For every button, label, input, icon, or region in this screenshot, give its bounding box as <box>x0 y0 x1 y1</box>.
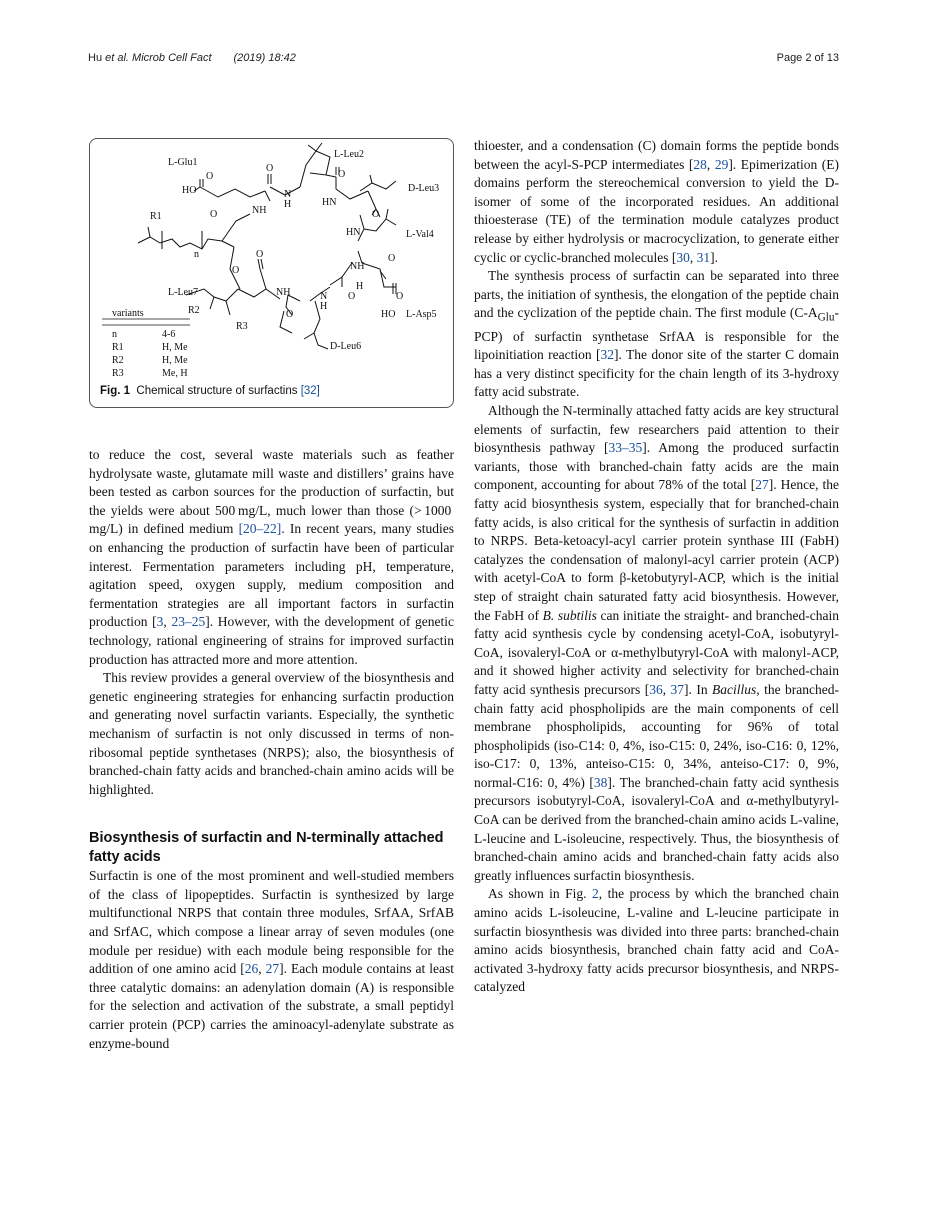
residue-leu3: D-Leu3 <box>408 183 440 194</box>
citation-link[interactable]: 26 <box>244 961 259 977</box>
paragraph: Although the N-terminally attached fatty acids are key structural elements of surfactin, few researchers paid attention to their biosynthesis pathway [33–35]. Among the produced surfactin variants, those with branched-chain fatty acids are the main component, accounting for about 78% of the total [27]. Hence, the fatty acid biosynthesis system, especially that for branched-chain fatty acids, is also critical for the synthesis of surfactin in addition to NRPS. Beta-ketoacyl-acyl carrier protein synthase III (FabH) catalyzes the condensation of malonyl-acyl carrier protein (ACP) with acetyl-CoA to form β-ketobutyryl-ACP, which is the initial step of straight chain saturated fatty acid biosynthesis. However, the FabH of B. subtilis can initiate the straight- and branched-chain fatty acid synthesis cycle by condensing acetyl-CoA, isobutyryl-CoA, isovaleryl-CoA or α-methylbutyryl-CoA with malonyl-ACP, and it showed higher activity and selectivity for branched-chain fatty acid synthesis precursors [36, 37]. In Bacillus, the branched-chain fatty acid phospholipids are the main components of cell membrane phospholipids, accounting for 96% of total phospholipids (iso-C14: 0, 4%, iso-C15: 0, 24%, iso-C16: 0, 12%, iso-C17: 0, 13%, anteiso-C15: 0, 34%, anteiso-C17: 0, 9%, normal-C16: 0, 4%) [38]. The branched-chain fatty acid synthesis precursors isobutyryl-CoA, isovaleryl-CoA and α-methylbutyryl-CoA can be derived from the branched-chain amino acids L-valine, L-leucine and L-isoleucine, respectively. Thus, the biosynthesis of branched-chain amino acids and branched-chain fatty acids also greatly influences surfactin biosynthesis. <box>474 403 840 883</box>
variant-row-value: H, Me <box>162 342 188 353</box>
variants-header: variants <box>112 308 144 319</box>
atom-nh: NH <box>276 287 291 298</box>
paragraph: thioester, and a condensation (C) domain forms the peptide bonds between the acyl-S-PCP intermediates [28, 29]. Epimerization (E) domains perform the stereochemical conversion to yield the D-isomer of some of the incorporated residues. An additional thioesterase (TE) of the termination module catalyzes product release by either hydrolysis or macrocyclization, to generate either cyclic or cyclic-branched molecules [30, 31]. <box>474 138 839 265</box>
section-title: Biosynthesis of surfactin and N-terminally attached fatty acids <box>89 830 444 866</box>
citation-link[interactable]: 3 <box>156 614 164 630</box>
atom-o: O <box>388 253 396 264</box>
paragraph: to reduce the cost, several waste materials such as feather hydrolysate waste, glutamate mill waste and distillers’ grains have been tested as carbon sources for the production of surfactin, but the yields were about 500 mg/L, much lower than those (> 1000 mg/L) in defined medium [20–22]. In recent years, many studies on enhancing the production of surfactin have been of particular interest. Fermentation parameters including pH, temperature, agitation speed, oxygen supply, medium composition and fermentation strategies are all important factors in surfactin production [3, 23–25]. However, with the development of genetic technology, rational engineering of strains for improved surfactin production has attracted more and more attention. <box>89 447 454 667</box>
figure-1 <box>89 138 454 408</box>
atom-o: O <box>210 209 218 220</box>
running-header-left <box>88 52 296 64</box>
citation-link[interactable]: 31 <box>696 249 711 265</box>
left-column <box>89 446 454 1053</box>
atom-o: O <box>338 169 346 180</box>
atom-h: H <box>284 199 292 210</box>
variant-row-value: Me, H <box>162 368 188 379</box>
citation-link[interactable]: 30 <box>676 249 690 265</box>
citation-link[interactable]: 32 <box>600 347 615 363</box>
citation-link[interactable]: [20–22] <box>238 521 282 537</box>
atom-h: H <box>320 301 328 312</box>
residue-leu6: D-Leu6 <box>330 341 362 352</box>
page-number: Page 2 of 13 <box>776 52 839 64</box>
caption-text: Chemical structure of surfactins <box>136 385 301 397</box>
figure-caption <box>100 385 320 397</box>
atom-hn: HN <box>322 197 337 208</box>
atom-ho-asp: HO <box>381 309 396 320</box>
paragraph: This review provides a general overview of the biosynthesis and genetic engineering strategies for enhancing surfactin production and generating novel surfactin variants. Especially, the synthetic mechanism of surfactin is not only discussed in terms of non-ribosomal peptide synthetases (NRPS); also, the biosynthesis of branched-chain fatty acids and branched-chain amino acids will be highlighted. <box>89 670 454 797</box>
citation-link[interactable]: 23–25 <box>171 614 206 630</box>
variant-row-name: n <box>112 329 117 340</box>
citation-link[interactable]: 27 <box>755 477 769 493</box>
caption-citation-link[interactable]: [32] <box>300 385 320 397</box>
variant-row-name: R1 <box>112 342 124 353</box>
atom-ho: HO <box>182 185 197 196</box>
citation-link[interactable]: 27 <box>265 961 280 977</box>
header-year: (2019) 18:42 <box>233 52 296 64</box>
header-journal: Microb Cell Fact <box>128 52 212 64</box>
atom-o: O <box>396 291 404 302</box>
variant-row-value: 4-6 <box>162 329 176 340</box>
atom-o: O <box>286 309 294 320</box>
variant-row-name: R2 <box>112 355 124 366</box>
atom-r1: R1 <box>150 211 162 222</box>
paragraph: The synthesis process of surfactin can be separated into three parts, the initiation of synthesis, the elongation of the peptide chain and the cyclization of the peptide chain. The first module $(C-A_{Glu}-PCP)$ of surfactin synthetase SrfAA is responsible for the lipoinitiation reaction [32]. The donor site of the starter C domain has a very distinct specificity for the chain length of its 3-hydroxy fatty acid substrate. <box>474 268 840 400</box>
atom-nh: NH <box>252 205 267 216</box>
citation-link[interactable]: 37 <box>670 681 685 697</box>
atom-r3: R3 <box>236 321 248 332</box>
right-column <box>474 137 839 997</box>
atom-o: O <box>266 163 274 174</box>
citation-link[interactable]: 29 <box>714 156 729 172</box>
variant-row-name: R3 <box>112 368 124 379</box>
atom-o: O <box>348 291 356 302</box>
paragraph: Surfactin is one of the most prominent and well-studied members of the class of lipopeptides. Surfactin is synthesized by large multifunctional NRPS that contain three modules, SrfAA, SrfAB and SrfAC, which compose a linear array of seven modules (one module per residue) with each module being responsible for the addition of one amino acid [26, 27]. Each module contains at least three catalytic domains: an adenylation domain (A) is responsible for the selection and activation of the substrate, a small peptidyl carrier protein (PCP) carries the aminoacyl-adenylate substrate as enzyme-bound <box>89 868 454 1051</box>
atom-o: O <box>372 209 380 220</box>
figure-link[interactable]: 2 <box>591 886 599 902</box>
surfactin-structure <box>90 139 453 407</box>
atom-n: N <box>284 189 292 200</box>
residue-val4: L-Val4 <box>406 229 434 240</box>
atom-o: O <box>206 171 214 182</box>
atom-h: H <box>356 281 364 292</box>
citation-link[interactable]: 33–35 <box>608 440 643 456</box>
header-etal: et al. <box>105 52 129 64</box>
atom-nh: NH <box>350 261 365 272</box>
atom-n-subscript: n <box>194 249 199 260</box>
variant-row-value: H, Me <box>162 355 188 366</box>
residue-glu1: L-Glu1 <box>168 157 198 168</box>
atom-o: O <box>256 249 264 260</box>
header-author: Hu <box>88 52 106 64</box>
paragraph: As shown in Fig. 2, the process by which the branched chain amino acids L-isoleucine, L-valine and L-leucine participate in surfactin biosynthesis was divided into three parts: branched-chain amino acids biosynthesis, branched chain fatty acid and CoA-activated 3-hydroxy fatty acids precursor biosynthesis, and NRPS-catalyzed <box>474 886 840 995</box>
residue-leu2: L-Leu2 <box>334 149 364 160</box>
citation-link[interactable]: 38 <box>593 774 608 790</box>
atom-r2: R2 <box>188 305 200 316</box>
figure-label: Fig. 1 <box>100 385 131 397</box>
citation-link[interactable]: 36 <box>649 681 663 697</box>
residue-asp5: L-Asp5 <box>406 309 437 320</box>
atom-hn: HN <box>346 227 361 238</box>
residue-leu7: L-Leu7 <box>168 287 198 298</box>
citation-link[interactable]: 28 <box>693 156 707 172</box>
atom-o: O <box>232 265 240 276</box>
atom-n: N <box>320 291 328 302</box>
